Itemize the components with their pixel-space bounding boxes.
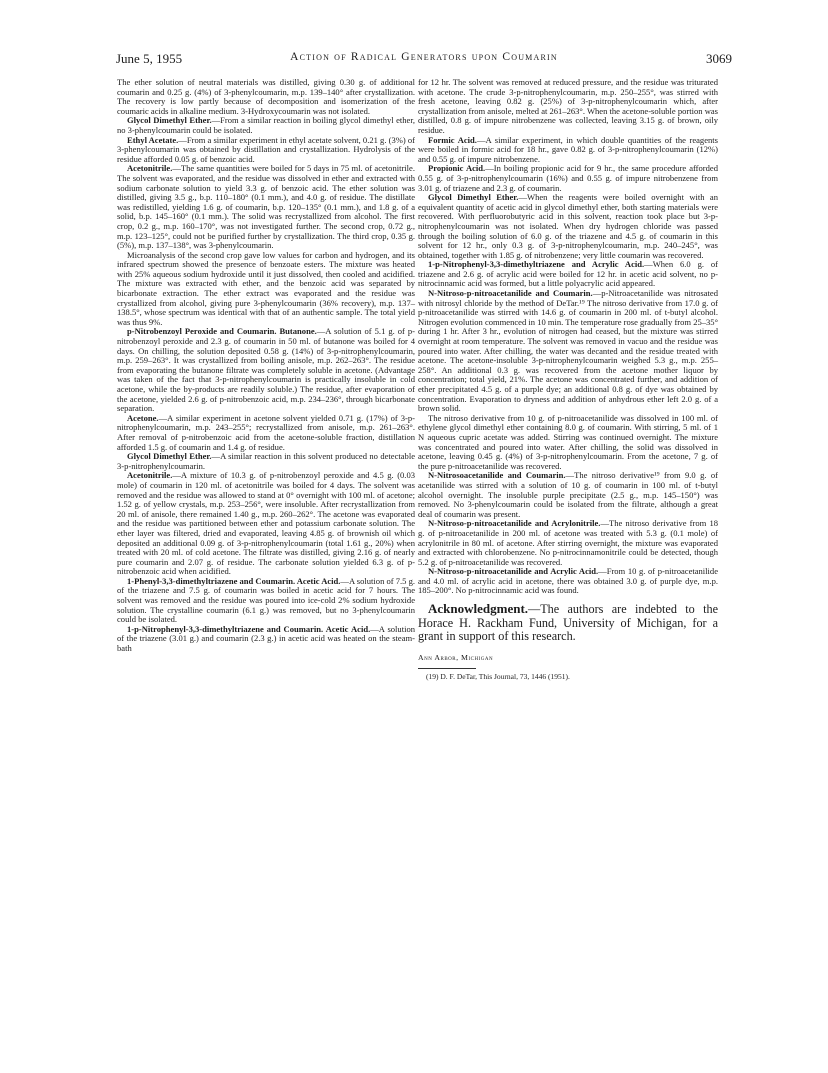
section-heading: Acetone.	[127, 412, 159, 423]
acknowledgment: Acknowledgment.—The authors are indebted to the Horace H. Rackham Fund, University of Michigan, for a grant in support of this research.	[418, 601, 718, 644]
paragraph: N-Nitroso-p-nitroacetanilide and Acrylic Acid.—From 10 g. of p-nitroacetanilide and 4.0 ml. of acrylic acid in acetone, there was obtained 3.0 g. of purple dye, m.p. 185–200°. No p-nitrocinnamic acid was found.	[418, 566, 718, 596]
paragraph: Acetone.—A similar experiment in acetone solvent yielded 0.71 g. (17%) of 3-p-nitrophenylcoumarin, m.p. 243–255°; recrystallized from anisole, m.p. 261–263°. After removal of p-nitrobenzoic acid from the acetone-soluble fraction, distillation afforded 1.5 g. of coumarin and 1.4 g. of residue.	[117, 412, 415, 452]
section-heading: N-Nitroso-p-nitroacetanilide and Acrylic Acid.	[428, 566, 599, 577]
running-header	[116, 51, 732, 69]
paragraph: Glycol Dimethyl Ether.—From a similar reaction in boiling glycol dimethyl ether, no 3-phenylcoumarin could be isolated.	[117, 115, 415, 135]
section-heading: N-Nitrosoacetanilide and Coumarin.	[428, 470, 566, 481]
section-heading: N-Nitroso-p-nitroacetanilide and Coumarin.	[428, 288, 593, 299]
paragraph: Acetonitrile.—A mixture of 10.3 g. of p-nitrobenzoyl peroxide and 4.5 g. (0.03 mole) of coumarin in 120 ml. of acetonitrile was boiled for 4 days. The solvent was removed and the residue was allowed to stand at 0° overnight with 100 ml. of acetone; 1.52 g. of yellow crystals, m.p. 253–256°, were insoluble. After recrystallization from 20 ml. of anisole, there remained 1.40 g., m.p. 260–262°. The acetone was evaporated and the residue was partitioned between ether and potassium carbonate solution. The ether layer was filtered, dried and evaporated, leaving 4.85 g. of brownish oil which deposited an additional 0.09 g. of 3-p-nitrophenylcoumarin (total 1.61 g., 20%) when treated with 20 ml. of cold acetone. The filtrate was distilled, giving 2.16 g. of nearly pure coumarin and 2.07 g. of residue. The carbonate solution yielded 6.3 g. of p-nitrobenzoic acid when acidified.	[117, 470, 415, 577]
section-heading: p-Nitrobenzoyl Peroxide and Coumarin. Butanone.	[127, 326, 317, 337]
paragraph: Propionic Acid.—In boiling propionic acid for 9 hr., the same procedure afforded 0.55 g. of 3-p-nitrophenylcoumarin (16%) and 0.55 g. of impure nitrobenzene from 3.01 g. of triazene and 2.3 g. of coumarin.	[418, 163, 718, 193]
left-column	[117, 78, 415, 654]
paragraph: N-Nitrosoacetanilide and Coumarin.—The nitroso derivative¹⁹ from 9.0 g. of acetanilide was stirred with a solution of 10 g. of coumarin in 100 ml. of t-butyl alcohol overnight. The insoluble purple precipitate (2.5 g., m.p. 145–150°) was removed. No 3-phenylcoumarin could be isolated from the filtrate, although a great deal of coumarin was present.	[418, 470, 718, 519]
footnote-rule	[418, 668, 476, 669]
paragraph: for 12 hr. The solvent was removed at reduced pressure, and the residue was triturated with acetone. The crude 3-p-nitrophenylcoumarin, m.p. 250–255°, was stirred with fresh acetone, leaving 0.82 g. (25%) of 3-p-nitrophenylcoumarin which, after crystallization from anisole, melted at 261–263°. When the acetone-soluble portion was distilled, 0.8 g. of impure nitrobenzene was collected, leaving 3.15 g. of brown, oily residue.	[418, 77, 718, 135]
paragraph: p-Nitrobenzoyl Peroxide and Coumarin. Butanone.—A solution of 5.1 g. of p-nitrobenzoyl peroxide and 2.3 g. of coumarin in 50 ml. of butanone was boiled for 4 days. On chilling, the solution deposited 0.58 g. (14%) of 3-p-nitrophenylcoumarin, m.p. 259–263°. It was crystallized from boiling anisole, m.p. 262–263°. The residue from evaporating the butanone filtrate was completely soluble in acetone. (Advantage was taken of the fact that 3-p-nitrophenylcoumarin is practically insoluble in cold acetone, while the by-products are readily soluble.) The residue, after evaporation of the acetone, yielded 2.6 g. of p-nitrobenzoic acid, m.p. 234–236°, through bicarbonate separation.	[117, 326, 415, 414]
paragraph: Formic Acid.—A similar experiment, in which double quantities of the reagents were boiled in formic acid for 18 hr., gave 0.82 g. of 3-p-nitrophenylcoumarin (12%) and 0.55 g. of impure nitrobenzene.	[418, 134, 718, 164]
paragraph: The nitroso derivative from 10 g. of p-nitroacetanilide was dissolved in 100 ml. of ethylene glycol dimethyl ether containing 8.0 g. of coumarin. With stirring, 5 ml. of 1 N aqueous cupric acetate was added. Stirring was continued overnight. The mixture was concentrated and poured into water. After chilling, the solid was dissolved in acetone, leaving 0.45 g. (4%) of 3-p-nitrophenylcoumarin. From the acetone, 7 g. of the pure p-nitroacetanilide was recovered.	[418, 412, 718, 471]
section-heading: Ethyl Acetate.	[127, 134, 179, 145]
section-heading: Propionic Acid.	[428, 163, 486, 174]
section-heading: Formic Acid.	[428, 134, 477, 145]
paragraph: Ethyl Acetate.—From a similar experiment in ethyl acetate solvent, 0.21 g. (3%) of 3-phenylcoumarin was obtained by distillation and crystallization. Hydrolysis of the residue afforded 0.05 g. of benzoic acid.	[117, 134, 415, 164]
section-heading: 1-p-Nitrophenyl-3,3-dimethyltriazene and Acrylic Acid.	[428, 259, 645, 270]
footnote: (19) D. F. DeTar, This Journal, 73, 1446 (1951).	[426, 672, 570, 682]
section-heading: Acetonitrile.	[127, 163, 173, 174]
paragraph: Glycol Dimethyl Ether.—When the reagents were boiled overnight with an equivalent quantity of acetic acid in glycol dimethyl ether, both starting materials were recovered. With perfluorobutyric acid in this solvent, reaction took place but 3-p-nitrophenylcoumarin was not isolated. When dry hydrogen chloride was passed through the boiling solution of 6.0 g. of the triazene and 4.5 g. of coumarin in this solvent for 12 hr., only 0.3 g. of 3-p-nitrophenylcoumarin, m.p. 240–245°, was obtained, together with 1.85 g. of nitrobenzene; very little coumarin was recovered.	[418, 192, 718, 260]
page-number: 3069	[706, 51, 732, 66]
header-date: June 5, 1955	[116, 51, 183, 66]
paragraph: 1-p-Nitrophenyl-3,3-dimethyltriazene and Coumarin. Acetic Acid.—A solution of the triazene (3.01 g.) and coumarin (2.3 g.) in acetic acid was heated on the steam-bath	[117, 623, 415, 654]
paragraph: 1-p-Nitrophenyl-3,3-dimethyltriazene and Acrylic Acid.—When 6.0 g. of triazene and 2.6 g. of acrylic acid were boiled for 12 hr. in acetic acid solvent, no p-nitrocinnamic acid was formed, but a little polyacrylic acid appeared.	[418, 259, 718, 289]
paragraph: N-Nitroso-p-nitroacetanilide and Coumarin.—p-Nitroacetanilide was nitrosated with nitrosyl chloride by the method of DeTar.¹⁹ The nitroso derivative from 17.0 g. of p-nitroacetanilide was stirred with 14.6 g. of coumarin in 200 ml. of t-butyl alcohol. Nitrogen evolution commenced in 10 min. The temperature rose gradually from 25–35° during 1 hr. After 3 hr., evolution of nitrogen had ceased, but the mixture was stirred overnight at room temperature. The solvent was removed in vacuo and the residue was poured into water. After chilling, the water was decanted and the residue treated with acetone. The acetone-insoluble 3-p-nitrophenylcoumarin weighed 5.3 g., m.p. 255–258°. An additional 0.3 g. was recovered from the acetone mother liquor by concentration; total yield, 21%. The acetone was concentrated further, and addition of ether precipitated 4.5 g. of a purple dye; an additional 0.8 g. of dye was obtained by concentration. Evaporation to dryness and addition of anhydrous ether left 2.0 g. of a brown solid.	[418, 288, 718, 414]
paragraph: Microanalysis of the second crop gave low values for carbon and hydrogen, and its infrared spectrum showed the presence of benzoate esters. The mixture was heated with 25% aqueous sodium hydroxide until it just dissolved, then cooled and acidified. The mixture was extracted with ether, and the benzoic acid was separated by bicarbonate extraction. The ether extract was evaporated and the residue was crystallized from alcohol, giving pure 3-phenylcoumarin (36% recovery), m.p. 137–138.5°, whose spectrum was identical with that of an authentic sample. The total yield was thus 9%.	[117, 249, 415, 327]
section-heading: Glycol Dimethyl Ether.	[127, 115, 212, 126]
section-heading: Acetonitrile.	[127, 470, 173, 481]
header-title: Action of Radical Generators upon Coumarin	[290, 51, 558, 63]
paragraph: Acetonitrile.—The same quantities were boiled for 5 days in 75 ml. of acetonitrile. The solvent was evaporated, and the residue was dissolved in ether and extracted with sodium carbonate solution to yield 3.3 g. of benzoic acid. The ether solution was distilled, giving 3.5 g., b.p. 110–180° (0.1 mm.), and 4.0 g. of residue. The distillate was redistilled, yielding 1.6 g. of coumarin, b.p. 120–135° (0.1 mm.), and 1.8 g. of a solid, b.p. 145–160° (0.1 mm.). The solid was recrystallized from alcohol. The first crop, 0.2 g., m.p. 160–170°, was not investigated further. The second crop, 0.72 g., m.p. 123–125°, could not be purified further by crystallization. The third crop, 0.35 g. (5%), m.p. 137–138°, was 3-phenylcoumarin.	[117, 163, 415, 251]
author-address: Ann Arbor, Michigan	[418, 652, 494, 662]
right-column	[418, 78, 718, 682]
section-heading: Glycol Dimethyl Ether.	[127, 451, 212, 462]
section-heading: N-Nitroso-p-nitroacetanilide and Acrylonitrile.	[428, 518, 601, 529]
paragraph: The ether solution of neutral materials was distilled, giving 0.30 g. of additional coumarin and 0.25 g. (4%) of 3-phenylcoumarin, m.p. 139–140° after crystallization. The recovery is low partly because of decomposition and isomerization of the coumaric acids in alkaline medium. 3-Hydroxycoumarin was not isolated.	[117, 77, 415, 116]
section-heading: Glycol Dimethyl Ether.	[428, 192, 519, 203]
acknowledgment-heading: Acknowledgment.	[428, 601, 529, 617]
paragraph: N-Nitroso-p-nitroacetanilide and Acrylonitrile.—The nitroso derivative from 18 g. of p-nitroacetanilide in 200 ml. of acetone was treated with 5.3 g. (0.1 mole) of acrylonitrile in 80 ml. of acetone. After stirring overnight, the mixture was evaporated and extracted with chlorobenzene. No p-nitrocinnamonitrile could be detected, though 5.2 g. of p-nitroacetanilide was recovered.	[418, 518, 718, 567]
paragraph: Glycol Dimethyl Ether.—A similar reaction in this solvent produced no detectable 3-p-nitrophenylcoumarin.	[117, 451, 415, 471]
paragraph: 1-Phenyl-3,3-dimethyltriazene and Coumarin. Acetic Acid.—A solution of 7.5 g. of the triazene and 7.5 g. of coumarin was boiled in acetic acid for 7 hours. The solvent was removed and the residue was poured into ice-cold 2% sodium hydroxide solution. The crystalline coumarin (6.1 g.) was removed, but no 3-phenylcoumarin could be isolated.	[117, 575, 415, 625]
section-heading: 1-Phenyl-3,3-dimethyltriazene and Coumarin. Acetic Acid.	[127, 575, 341, 586]
section-heading: 1-p-Nitrophenyl-3,3-dimethyltriazene and Coumarin. Acetic Acid.	[127, 623, 371, 634]
